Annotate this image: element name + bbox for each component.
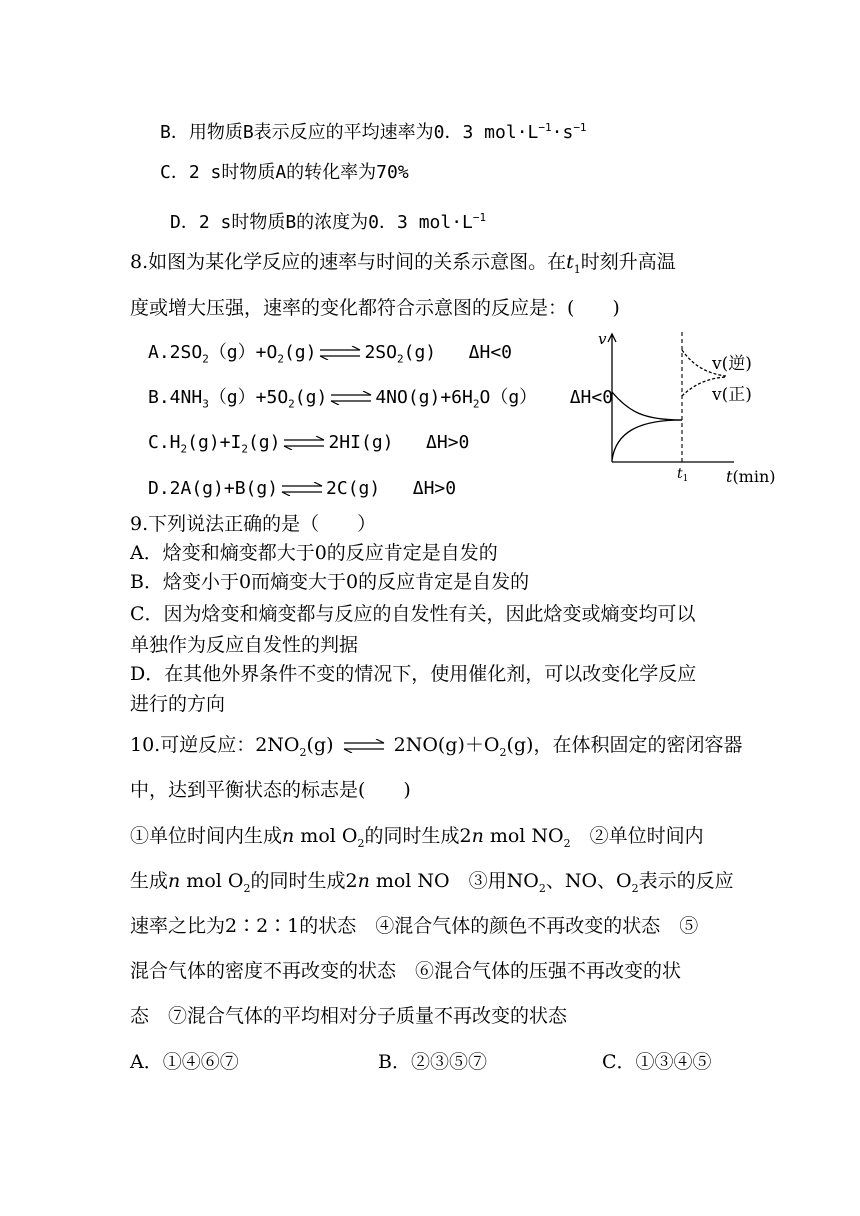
q9-option-a: A．焓变和熵变都大于0的反应肯定是自发的 bbox=[130, 542, 498, 564]
q7-option-c: C．2 s时物质A的转化率为70% bbox=[160, 162, 409, 183]
q8-option-c: $C.H_2(g)+I_2(g)$ 2HI(g) ΔH>0 bbox=[148, 432, 470, 456]
label-v-fwd: v(正) bbox=[712, 385, 752, 405]
y-axis-label: v bbox=[598, 330, 607, 348]
q9-stem: 9.下列说法正确的是（ ） bbox=[130, 513, 377, 535]
q8-stem-line1: 8.如图为某化学反应的速率与时间的关系示意图。在$t_1$时刻升高温 bbox=[130, 251, 676, 276]
q7-option-b: B．用物质B表示反应的平均速率为0．3 $mol\cdot L^{-1}\cdot s^{-1}$ bbox=[160, 121, 587, 143]
rate-time-graph bbox=[594, 322, 794, 490]
equilibrium-arrow-icon bbox=[318, 346, 362, 360]
q7-option-d: D．2 s时物质B的浓度为0．3 $mol\cdot L^{-1}$ bbox=[170, 211, 487, 233]
q10-item-line6: 混合气体的密度不再改变的状态 ⑥混合气体的压强不再改变的状 bbox=[130, 960, 682, 982]
equilibrium-arrow-icon bbox=[280, 482, 324, 496]
v-fwd-curve-before-t1 bbox=[612, 420, 682, 460]
q9-option-c-line1: C．因为焓变和熵变都与反应的自发性有关，因此焓变或熵变均可以 bbox=[130, 603, 696, 625]
q8-stem-line2: 度或增大压强，速率的变化都符合示意图的反应是：( ) bbox=[130, 297, 620, 319]
q8-option-a: $A.2SO_2(g)+O_2(g)$ $2SO_2(g)$ ΔH<0 bbox=[148, 342, 512, 366]
equilibrium-arrow-icon bbox=[282, 436, 326, 450]
q9-option-c-line2: 单独作为反应自发性的判据 bbox=[130, 634, 359, 656]
q10-item-line5: 速率之比为2∶2∶1的状态 ④混合气体的颜色不再改变的状态 ⑤ bbox=[130, 915, 699, 937]
equilibrium-arrow-icon bbox=[342, 739, 386, 753]
x-axis-label: t(min) bbox=[726, 467, 776, 486]
q9-option-b: B．焓变小于0而熵变大于0的反应肯定是自发的 bbox=[130, 571, 530, 593]
label-v-rev: v(逆) bbox=[712, 354, 752, 374]
q8-option-d: D.2A(g)+B(g) 2C(g) ΔH>0 bbox=[148, 478, 457, 499]
v-rev-curve-before-t1 bbox=[612, 392, 682, 420]
q10-item-line4: 生成n mol $O_2$的同时生成2n mol NO ③用$NO_2$、NO、$O_2$表示的反应 bbox=[130, 870, 734, 895]
q10-item-line7: 态 ⑦混合气体的平均相对分子质量不再改变的状态 bbox=[130, 1005, 568, 1027]
t1-label: $t_1$ bbox=[677, 466, 689, 484]
q10-option-b: B．②③⑤⑦ bbox=[378, 1051, 487, 1073]
q9-option-d-line1: D．在其他外界条件不变的情况下，使用催化剂，可以改变化学反应 bbox=[130, 663, 697, 685]
q10-item-line3: ①单位时间内生成n mol $O_2$的同时生成2n mol $NO_2$ ②单位时间内 bbox=[130, 825, 704, 850]
q10-stem-line1: 10.可逆反应：$2NO_2(g)$ $2NO(g)+O_2(g)$，在体积固定的密闭容器 bbox=[130, 734, 743, 759]
q10-stem-line2: 中，达到平衡状态的标志是( ) bbox=[130, 779, 411, 801]
q8-option-b: $B.4NH_3(g)+5O_2(g)$ $4NO(g)+6H_2O(g)$ ΔH<0 bbox=[148, 387, 614, 411]
q10-option-a: A．①④⑥⑦ bbox=[130, 1051, 239, 1073]
q10-option-c: C．①③④⑤ bbox=[602, 1051, 712, 1073]
q9-option-d-line2: 进行的方向 bbox=[130, 693, 226, 715]
equilibrium-arrow-icon bbox=[329, 391, 373, 405]
